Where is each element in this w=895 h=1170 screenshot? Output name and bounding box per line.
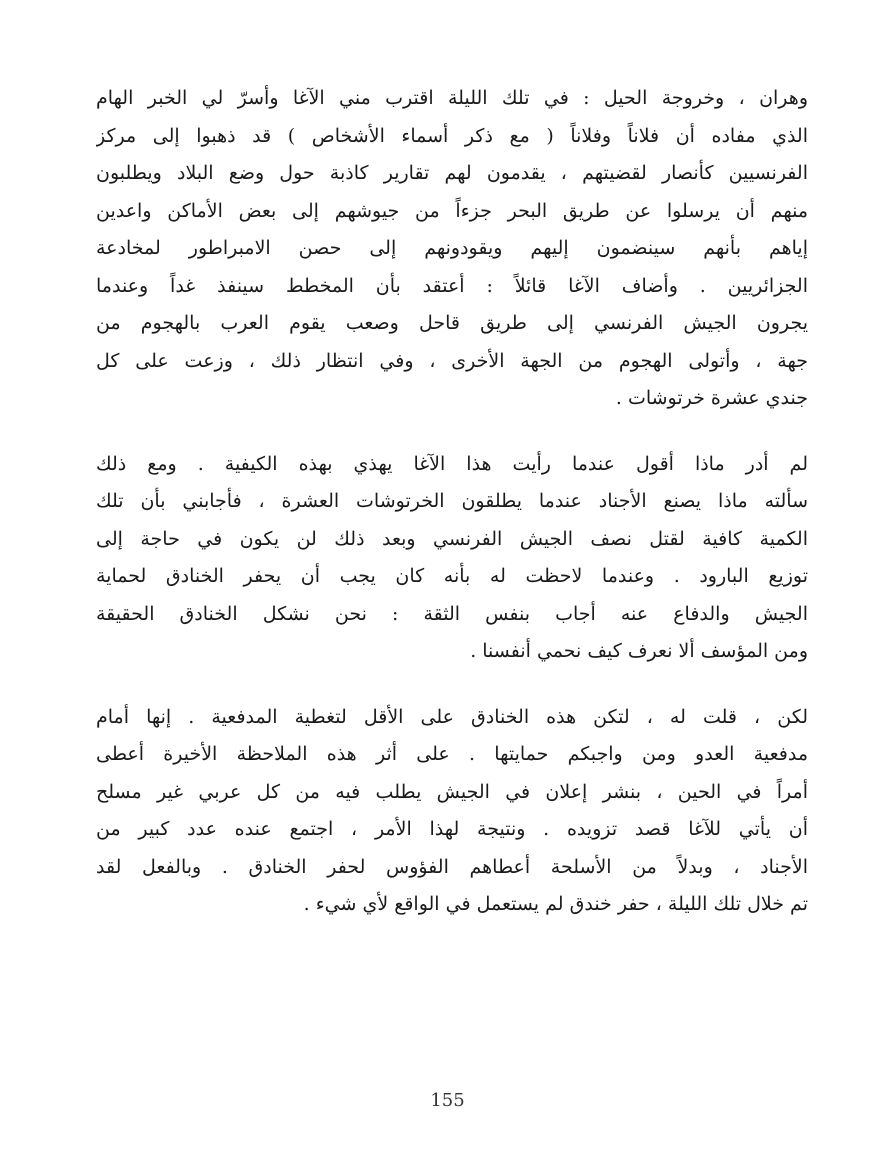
page-body bbox=[96, 80, 808, 924]
text-line: الكمية كافية لقتل نصف الجيش الفرنسي وبعد ذلك لن يكون في حاجة إلى bbox=[96, 527, 808, 550]
paragraph-spacer bbox=[96, 671, 808, 699]
text-line: يجرون الجيش الفرنسي إلى طريق قاحل وصعب يقوم العرب بالهجوم من bbox=[96, 312, 808, 334]
text-line: الفرنسيين كأنصار لقضيتهم ، يقدمون لهم تقارير كاذبة حول وضع البلاد ويطلبون bbox=[96, 162, 808, 184]
text-line: أمراً في الحين ، بنشر إعلان في الجيش يطلب فيه من كل عربي غير مسلح bbox=[96, 780, 808, 803]
page-number: 155 bbox=[430, 1090, 465, 1111]
paragraph-spacer bbox=[96, 418, 808, 446]
text-line: إياهم بأنهم سينضمون إليهم ويقودونهم إلى حصن الامبراطور لمخادعة bbox=[96, 237, 808, 259]
paragraph-3 bbox=[96, 699, 808, 924]
paragraph-2 bbox=[96, 446, 808, 671]
text-line: ومن المؤسف ألا نعرف كيف نحمي أنفسنا . bbox=[470, 640, 808, 662]
text-line: لكن ، قلت له ، لتكن هذه الخنادق على الأقل لتغطية المدفعية . إنها أمام bbox=[96, 705, 808, 728]
text-line: لم أدر ماذا أقول عندما رأيت هذا الآغا يهذي بهذه الكيفية . ومع ذلك bbox=[96, 452, 808, 475]
text-line: الجيش والدفاع عنه أجاب بنفس الثقة : نحن نشكل الخنادق الحقيقة bbox=[96, 602, 808, 625]
text-line: مدفعية العدو ومن واجبكم حمايتها . على أثر هذه الملاحظة الأخيرة أعطى bbox=[96, 743, 808, 765]
text-line: تم خلال تلك الليلة ، حفر خندق لم يستعمل في الواقع لأي شيء . bbox=[303, 893, 808, 915]
text-line: الأجناد ، وبدلاً من الأسلحة أعطاهم الفؤوس لحفر الخنادق . وبالفعل لقد bbox=[96, 855, 808, 878]
paragraph-1 bbox=[96, 80, 808, 418]
text-line: الذي مفاده أن فلاناً وفلاناً ( مع ذكر أسماء الأشخاص ) قد ذهبوا إلى مركز bbox=[96, 124, 808, 147]
text-line: توزيع البارود . وعندما لاحظت له بأنه كان يجب أن يحفر الخنادق لحماية bbox=[96, 565, 808, 587]
text-line: سألته ماذا يصنع الأجناد عندما يطلقون الخرتوشات العشرة ، فأجابني بأن تلك bbox=[96, 490, 808, 512]
text-line: منهم أن يرسلوا عن طريق البحر جزءاً من جيوشهم إلى بعض الأماكن واعدين bbox=[96, 199, 808, 222]
text-line: جهة ، وأتولى الهجوم من الجهة الأخرى ، وفي انتظار ذلك ، وزعت على كل bbox=[96, 349, 808, 372]
text-line: جندي عشرة خرتوشات . bbox=[615, 387, 808, 409]
text-line: الجزائريين . وأضاف الآغا قائلاً : أعتقد بأن المخطط سينفذ غداً وعندما bbox=[96, 274, 808, 297]
text-line: وهران ، وخروجة الحيل : في تلك الليلة اقترب مني الآغا وأسرّ لي الخبر الهام bbox=[96, 87, 808, 109]
text-line: أن يأتي للآغا قصد تزويده . ونتيجة لهذا الأمر ، اجتمع عنده عدد كبير من bbox=[96, 818, 808, 840]
